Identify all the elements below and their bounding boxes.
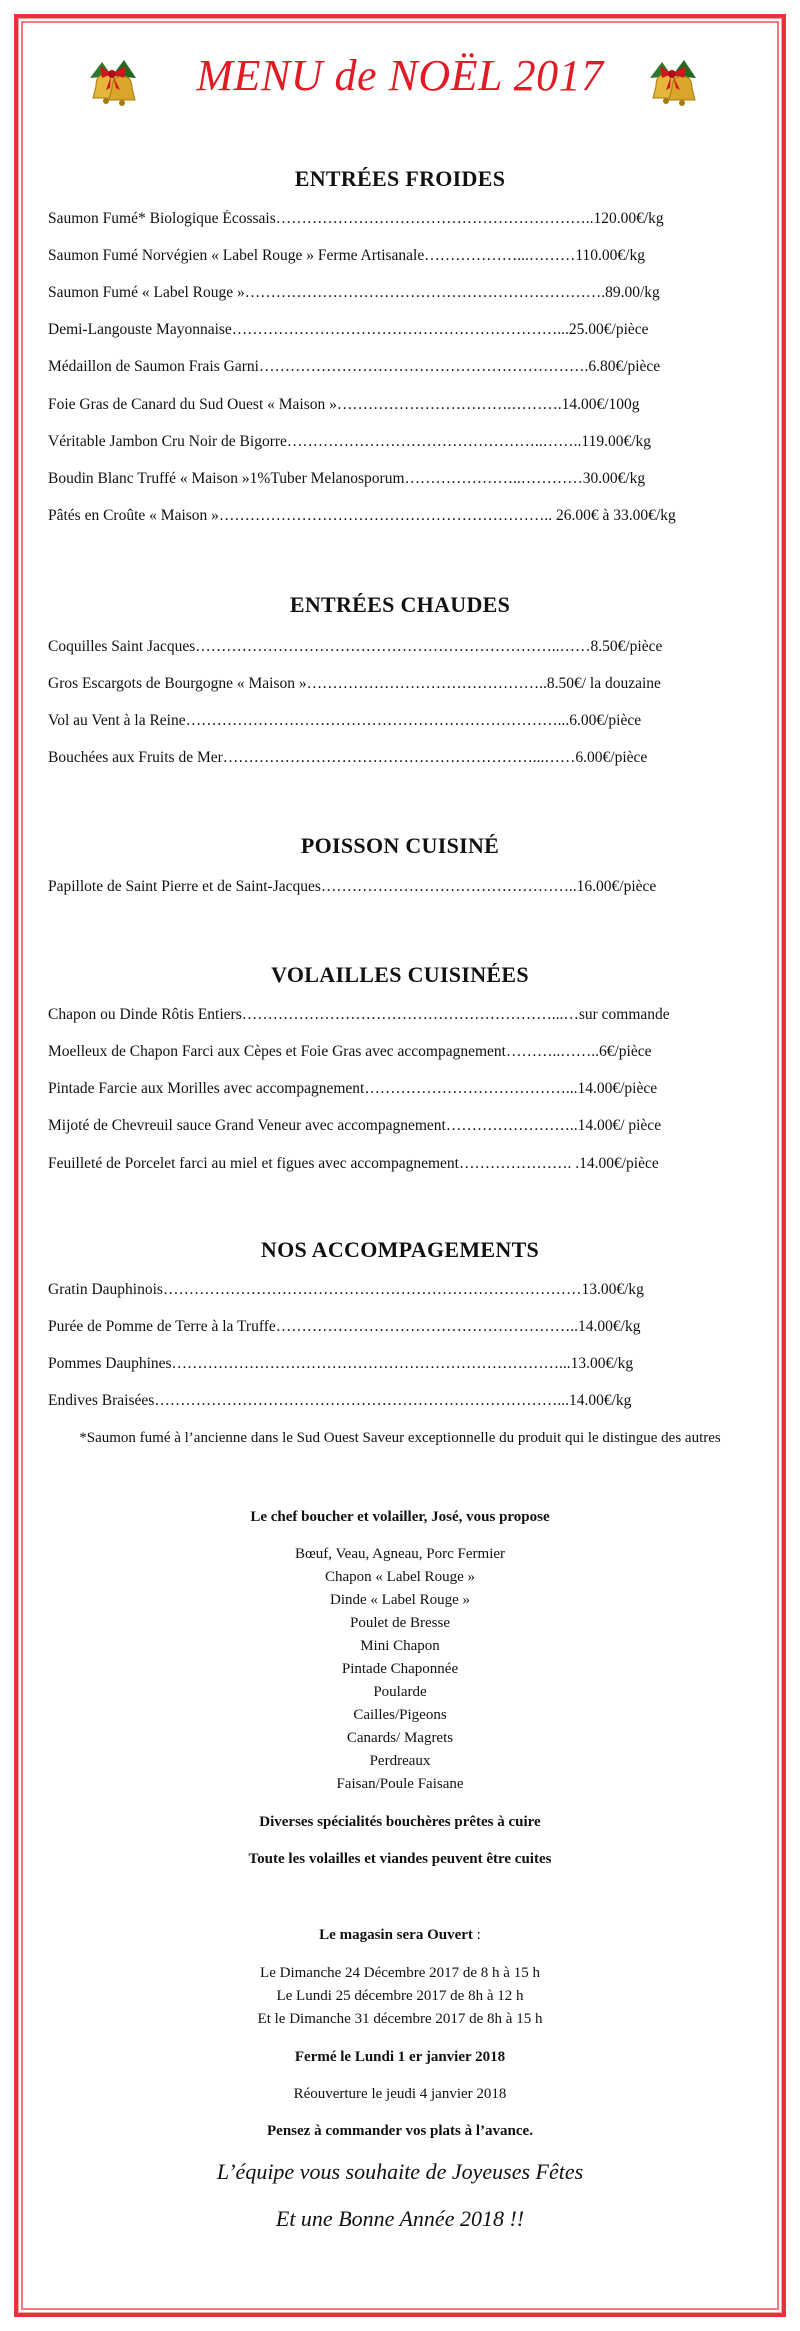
menu-item: Boudin Blanc Truffé « Maison »1%Tuber Melanosporum…………………..…………30.00€/kg: [48, 470, 646, 487]
menu-item: Pommes Dauphines…………………………………………………………………...13.00€/kg: [48, 1355, 634, 1372]
footnote: *Saumon fumé à l’ancienne dans le Sud Ouest Saveur exceptionnelle du produit qui le distingue des autres: [79, 1430, 721, 1446]
menu-item: Véritable Jambon Cru Noir de Bigorre…………………………………………..……..119.00€/kg: [48, 433, 652, 450]
section-title-accompagnements: NOS ACCOMPAGEMENTS: [260, 1237, 540, 1262]
store-heading: [0, 1924, 800, 1947]
section-title-entrees-froides: ENTRÉES FROIDES: [294, 166, 506, 191]
holiday-wish: L’équipe vous souhaite de Joyeuses Fêtes: [216, 2159, 584, 2184]
store-hours-line: Le Lundi 25 décembre 2017 de 8h à 12 h: [276, 1988, 524, 2004]
chef-product: Bœuf, Veau, Agneau, Porc Fermier: [294, 1546, 506, 1562]
menu-item: Bouchées aux Fruits de Mer……………………………………………………...……6.00€/pièce: [48, 749, 648, 766]
chef-product: Pintade Chaponnée: [341, 1661, 459, 1677]
menu-item: Demi-Langouste Mayonnaise………………………………………………………...25.00€/pièce: [48, 321, 649, 338]
menu-header: [0, 28, 800, 108]
menu-item: Pâtés en Croûte « Maison »……………………………………………………….. 26.00€ à 33.00€/kg: [48, 507, 676, 524]
section-title-entrees-chaudes: ENTRÉES CHAUDES: [289, 592, 511, 617]
menu-item: Vol au Vent à la Reine………………………………………………………………...6.00€/pièce: [48, 712, 642, 729]
chef-product: Canards/ Magrets: [346, 1730, 454, 1746]
chef-product: Poulet de Bresse: [350, 1615, 450, 1631]
chef-product: Perdreaux: [369, 1753, 431, 1769]
menu-item: Mijoté de Chevreuil sauce Grand Veneur avec accompagnement……………………..14.00€/ pièce: [48, 1117, 662, 1134]
store-heading-rest: :: [472, 1927, 481, 1943]
menu-item: Papillote de Saint Pierre et de Saint-Jacques…………………………………………..16.00€/pièce: [48, 878, 657, 895]
chef-note: Toute les volailles et viandes peuvent être cuites: [248, 1851, 552, 1867]
chef-product: Cailles/Pigeons: [353, 1707, 447, 1723]
menu-item: Moelleux de Chapon Farci aux Cèpes et Foie Gras avec accompagnement………..……..6€/pièce: [48, 1043, 652, 1060]
menu-item: Médaillon de Saumon Frais Garni……………………………………………………….6.80€/pièce: [48, 358, 661, 375]
menu-item: Saumon Fumé Norvégien « Label Rouge » Ferme Artisanale………………...………110.00€/kg: [48, 247, 645, 264]
chef-product: Dinde « Label Rouge »: [330, 1592, 470, 1608]
menu-item: Saumon Fumé* Biologique Écossais……………………………………………………..120.00€/kg: [48, 210, 664, 227]
menu-item: Feuilleté de Porcelet farci au miel et figues avec accompagnement…………………. .14.00€/pièce: [48, 1155, 659, 1172]
menu-item: Pintade Farcie aux Morilles avec accompagnement…………………………………...14.00€/pièce: [48, 1080, 658, 1097]
menu-item: Gros Escargots de Bourgogne « Maison »………………………………………..8.50€/ la douzaine: [48, 675, 661, 692]
chef-heading: Le chef boucher et volailler, José, vous propose: [250, 1509, 550, 1525]
menu-item: Purée de Pomme de Terre à la Truffe…………………………………………………..14.00€/kg: [48, 1318, 641, 1335]
store-hours-line: Le Dimanche 24 Décembre 2017 de 8 h à 15 h: [260, 1965, 540, 1981]
chef-note: Diverses spécialités bouchères prêtes à cuire: [259, 1814, 541, 1830]
section-title-poisson: POISSON CUISINÉ: [300, 833, 500, 858]
store-heading-bold: Le magasin sera Ouvert: [319, 1927, 473, 1943]
menu-item: Saumon Fumé « Label Rouge »…………………………………………………………….89.00/kg: [48, 284, 660, 301]
menu-item: Foie Gras de Canard du Sud Ouest « Maison »…………………………….……….14.00€/100g: [48, 396, 640, 413]
new-year-wish: Et une Bonne Année 2018 !!: [275, 2206, 525, 2231]
section-title-volailles: VOLAILLES CUISINÉES: [271, 962, 529, 987]
menu-item: Endives Braisées……………………………………………………………………...14.00€/kg: [48, 1392, 632, 1409]
menu-item: Coquilles Saint Jacques……………………………………………………………..……8.50€/pièce: [48, 638, 663, 655]
store-reopen: Réouverture le jeudi 4 janvier 2018: [293, 2086, 507, 2102]
store-order-reminder: Pensez à commander vos plats à l’avance.: [267, 2123, 533, 2139]
christmas-bells-icon: [642, 56, 702, 116]
store-hours-line: Et le Dimanche 31 décembre 2017 de 8h à 15 h: [257, 2011, 543, 2027]
menu-item: Chapon ou Dinde Rôtis Entiers……………………………………………………...…sur commande: [48, 1006, 670, 1023]
store-closed: Fermé le Lundi 1 er janvier 2018: [294, 2049, 506, 2065]
chef-product: Chapon « Label Rouge »: [325, 1569, 475, 1585]
chef-product: Faisan/Poule Faisane: [336, 1776, 464, 1792]
menu-title: MENU de NOËL 2017: [196, 51, 604, 100]
chef-product: Mini Chapon: [360, 1638, 440, 1654]
chef-product: Poularde: [373, 1684, 427, 1700]
menu-item: Gratin Dauphinois………………………………………………………………………13.00€/kg: [48, 1281, 644, 1298]
